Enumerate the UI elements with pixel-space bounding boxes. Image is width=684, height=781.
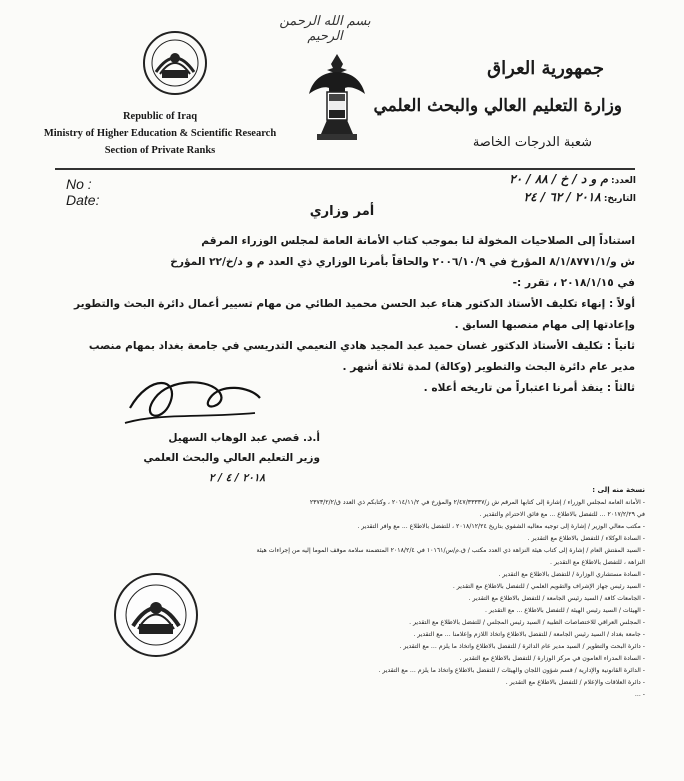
english-header-line-3: Section of Private Ranks (104, 145, 216, 156)
date-label: Date: (66, 192, 100, 208)
english-header-line-2: Ministry of Higher Education & Scientific Research (43, 128, 277, 139)
ministry-seal (142, 30, 208, 96)
handwritten-signature (110, 368, 270, 438)
copies-heading: نسخة منه إلى : (592, 486, 645, 494)
copies-item-1: - الأمانة العامة لمجلس الوزراء / إشارة إلى كتابها المرقم ش ز/٢/٤٧/٣٣٣٣٧ والمؤرخ في ٢٠١٤/١١/٢ ، وكتابكم ذي العدد ق/٢٣٧٣/٢/٢ (309, 499, 645, 506)
body-line-7: مدير عام دائرة البحث والتطوير (وكالة) لمدة ثلاثة أشهر . (342, 361, 635, 373)
copies-item-11: - المجلس العراقي للاختصاصات الطبية / السيد رئيس المجلس / للتفضل بالاطلاع مع التقدير . (409, 619, 645, 626)
iraq-eagle-emblem (307, 50, 367, 145)
copies-item-3: - مكتب معالي الوزير / إشارة إلى توجيه معاليه الشفوي بتاريخ ٢٠١٨/١٢/٢٤ ، للتفضل بالاطلاع ... مع وافر التقدير . (357, 523, 645, 530)
signature-date: ٢٠١٨ / ٤ / ٢ (208, 472, 265, 484)
copies-item-12: - جامعة بغداد / السيد رئيس الجامعة / للتفضل بالاطلاع واتخاذ اللازم وإعلامنا ... مع التقدير . (413, 631, 645, 638)
copies-item-17: - ... (634, 691, 645, 698)
arabic-header-ministry: وزارة التعليم العالي والبحث العلمي (373, 96, 622, 116)
ministry-stamp (113, 572, 199, 658)
signatory-name: أ.د. قصي عبد الوهاب السهيل (168, 432, 320, 444)
ref-date-label: التاريخ: (603, 194, 636, 204)
body-line-3: في ٢٠١٨/١/١٥ ، تقرر :- (512, 277, 635, 289)
copies-item-5: - السيد المفتش العام / إشارة إلى كتاب هيئة النزاهة ذي العدد مكتب / ق.م/س/١٠١٦١ في ٢٠١٨/٢/٤ المتضمنة سلامة موقف الموما إليه من إجراءات هيئة (256, 547, 645, 554)
arabic-header-republic: جمهورية العراق (487, 58, 604, 79)
body-line-8: ثالثاً : ينفذ أمرنا اعتباراً من تاريخه أعلاه . (423, 382, 635, 394)
ref-date-value: ٢٠١٨ / ٦٢ / ٢٤ (523, 190, 601, 204)
basmala: بسم الله الرحمن الرحيم (279, 14, 371, 44)
body-line-2: ش و/٨/١/٨٧٧١/١ المؤرخ في ٢٠٠٦/١٠/٩ والحاقاً بأمرنا الوزاري ذي العدد م و د/خ/٢٢ المؤرخ (170, 256, 635, 268)
copies-item-9: - الجامعات كافة / السيد رئيس الجامعة / للتفضل بالاطلاع مع التقدير . (468, 595, 645, 602)
copies-item-14: - السادة المدراء العامون في مركز الوزارة / للتفضل بالاطلاع مع التقدير . (459, 655, 645, 662)
copies-item-6: النزاهة ، للتفضل بالاطلاع مع التقدير . (550, 559, 645, 566)
body-line-5: وإعادتها إلى مهام منصبها السابق . (454, 319, 635, 331)
english-header-line-1: Republic of Iraq (122, 111, 198, 122)
arabic-header-section: شعبة الدرجات الخاصة (472, 135, 592, 150)
header-divider (55, 168, 635, 170)
body-line-4: أولاً : إنهاء تكليف الأستاذ الدكتور هناء عبد الحسن محميد الطائي من مهام تسيير أعمال دائرة البحث والتطوير (74, 298, 635, 310)
copies-item-2: في ٢٠١٧/٢/٢٩ ... للتفضل بالاطلاع ... مع فائق الاحترام والتقدير . (479, 511, 645, 518)
body-line-1: استناداً إلى الصلاحيات المخولة لنا بموجب كتاب الأمانة العامة لمجلس الوزراء المرقم (201, 235, 635, 247)
copies-item-10: - الهيئات / السيد رئيس الهيئة / للتفضل بالاطلاع ... مع التقدير . (484, 607, 645, 614)
copies-item-8: - السيد رئيس جهاز الإشراف والتقويم العلمي / للتفضل بالاطلاع مع التقدير . (452, 583, 645, 590)
ref-number-label: العدد: (611, 176, 636, 186)
ref-date-row (476, 190, 636, 204)
copies-item-13: - دائرة البحث والتطوير / السيد مدير عام الدائرة / للتفضل بالاطلاع واتخاذ ما يلزم ... مع التقدير . (399, 643, 645, 650)
copies-item-15: - الدائرة القانونية والإدارية / قسم شؤون اللجان والهيئات / للتفضل بالاطلاع واتخاذ ما يلزم ... مع التقدير . (378, 667, 645, 674)
ref-number-row (476, 172, 636, 186)
no-label: No : (66, 176, 92, 192)
copies-item-7: - السادة مستشاري الوزارة / للتفضل بالاطلاع مع التقدير . (498, 571, 645, 578)
copies-item-4: - السادة الوكلاء / للتفضل بالاطلاع مع التقدير . (527, 535, 645, 542)
document-title: أمر وزاري (309, 204, 375, 219)
body-line-6: ثانياً : تكليف الأستاذ الدكتور غسان حميد عبد المجيد هادي النعيمي التدريسي في جامعة بغداد بمهام منصب (88, 340, 635, 352)
copies-item-16: - دائرة العلاقات والإعلام / للتفضل بالاطلاع مع التقدير . (505, 679, 645, 686)
ref-number-value: م و د / خ / ٨٨ / ٢٠ (509, 172, 608, 186)
signatory-position: وزير التعليم العالي والبحث العلمي (143, 452, 320, 464)
